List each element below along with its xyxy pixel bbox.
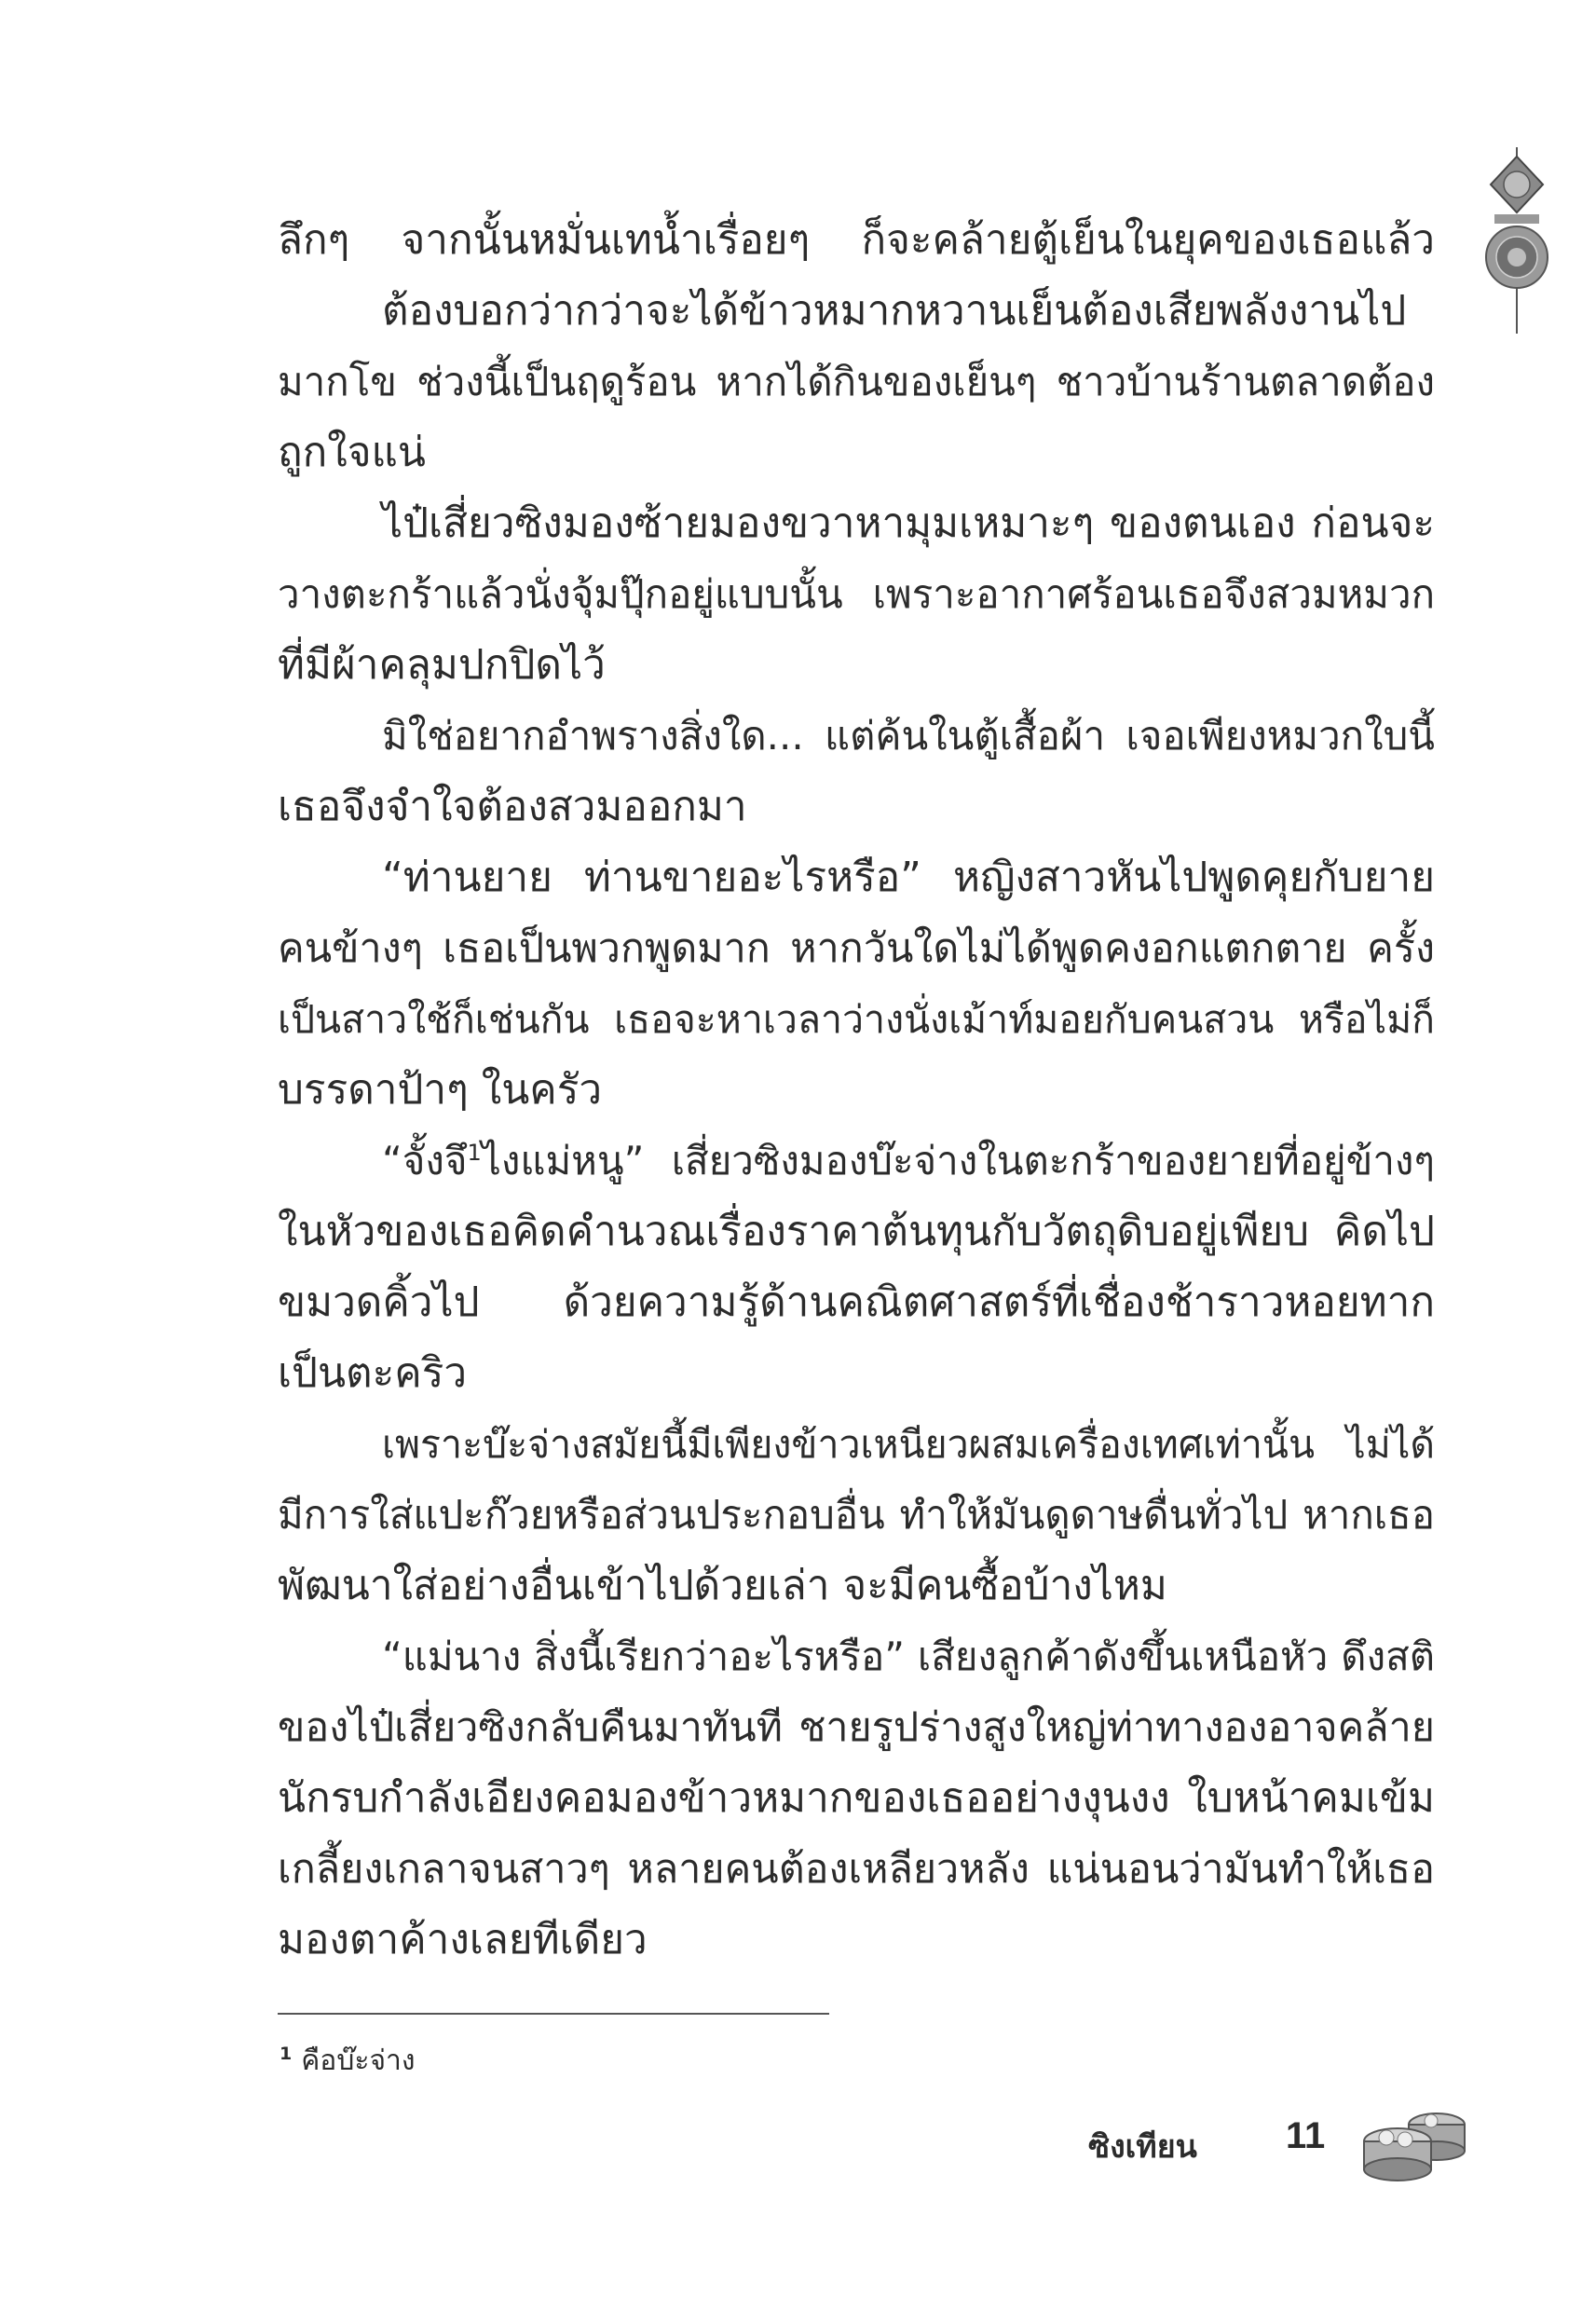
page-number: 11 xyxy=(1286,2115,1326,2156)
body-line: มองตาค้างเลยทีเดียว xyxy=(278,1916,648,1963)
body-line: บรรดาป้าๆ ในครัว xyxy=(278,1066,603,1114)
body-line: “แม่นาง สิ่งนี้เรียกว่าอะไรหรือ” เสียงลูกค้าดังขึ้นเหนือหัว ดึงสติ xyxy=(382,1634,1435,1679)
body-line: ไป๋เสี่ยวซิงมองซ้ายมองขวาหามุมเหมาะๆ ของตนเอง ก่อนจะ xyxy=(382,499,1435,547)
body-line: มิใช่อยากอำพรางสิ่งใด... แต่ค้นในตู้เสื้อผ้า เจอเพียงหมวกใบนี้ xyxy=(382,713,1435,759)
body-line: พัฒนาใส่อย่างอื่นเข้าไปด้วยเล่า จะมีคนซื้อบ้างไหม xyxy=(278,1562,1167,1609)
body-line: มีการใส่แปะก๊วยหรือส่วนประกอบอื่น ทำให้มันดูดาษดื่นทั่วไป หากเธอ xyxy=(278,1492,1435,1538)
body-line: ขมวดคิ้วไป ด้วยความรู้ด้านคณิตศาสตร์ที่เชื่องช้าราวหอยทาก xyxy=(278,1279,1435,1326)
body-line: คนข้างๆ เธอเป็นพวกพูดมาก หากวันใดไม่ได้พูดคงอกแตกตาย ครั้ง xyxy=(278,925,1435,972)
body-line: ในหัวของเธอคิดคำนวณเรื่องราคาต้นทุนกับวัตถุดิบอยู่เพียบ คิดไป xyxy=(278,1208,1435,1255)
running-title: ซิงเทียน xyxy=(1088,2128,1197,2166)
footnote-number: 1 xyxy=(280,2044,293,2064)
body-line: เธอจึงจำใจต้องสวมออกมา xyxy=(278,783,747,830)
footnote-marker: 1 xyxy=(467,1140,482,1166)
footnote-divider xyxy=(278,2013,829,2015)
body-line: ถูกใจแน่ xyxy=(278,429,426,476)
body-line: เกลี้ยงเกลาจนสาวๆ หลายคนต้องเหลียวหลัง แน่นอนว่ามันทำให้เธอ xyxy=(278,1846,1435,1893)
body-line: เป็นตะคริว xyxy=(278,1349,468,1397)
body-line: ที่มีผ้าคลุมปกปิดไว้ xyxy=(278,641,606,689)
body-line: เพราะบ๊ะจ่างสมัยนี้มีเพียงข้าวเหนียวผสมเครื่องเทศเท่านั้น ไม่ได้ xyxy=(382,1422,1435,1467)
bamboo-steamer-icon xyxy=(1357,2097,1468,2186)
footnote-text: คือบ๊ะจ่าง xyxy=(301,2044,416,2077)
quote-rest: ไงแม่หนู” เสี่ยวซิงมองบ๊ะจ่างในตะกร้าของยายที่อยู่ข้างๆ xyxy=(481,1138,1435,1183)
body-line: มากโข ช่วงนี้เป็นฤดูร้อน หากได้กินของเย็นๆ ชาวบ้านร้านตลาดต้อง xyxy=(278,359,1435,404)
body-line: วางตะกร้าแล้วนั่งจุ้มปุ๊กอยู่แบบนั้น เพราะอากาศร้อนเธอจึงสวมหมวก xyxy=(278,571,1435,617)
body-line: นักรบกำลังเอียงคอมองข้าวหมากของเธออย่างงุนงง ใบหน้าคมเข้ม xyxy=(278,1774,1435,1822)
body-line xyxy=(382,1131,1435,1191)
body-line: ต้องบอกว่ากว่าจะได้ข้าวหมากหวานเย็นต้องเสียพลังงานไป xyxy=(382,287,1407,335)
quote-start: “จั้งจึ xyxy=(382,1138,468,1183)
body-line: “ท่านยาย ท่านขายอะไรหรือ” หญิงสาวหันไปพูดคุยกับยาย xyxy=(382,854,1435,901)
chinese-knot-ornament-icon xyxy=(1483,147,1550,334)
footnote xyxy=(280,2033,416,2082)
body-line: เป็นสาวใช้ก็เช่นกัน เธอจะหาเวลาว่างนั่งเม้าท์มอยกับคนสวน หรือไม่ก็ xyxy=(278,997,1435,1042)
body-line: ลึกๆ จากนั้นหมั่นเทน้ำเรื่อยๆ ก็จะคล้ายตู้เย็นในยุคของเธอแล้ว xyxy=(278,216,1435,264)
body-line: ของไป๋เสี่ยวซิงกลับคืนมาทันที ชายรูปร่างสูงใหญ่ท่าทางองอาจคล้าย xyxy=(278,1704,1435,1751)
